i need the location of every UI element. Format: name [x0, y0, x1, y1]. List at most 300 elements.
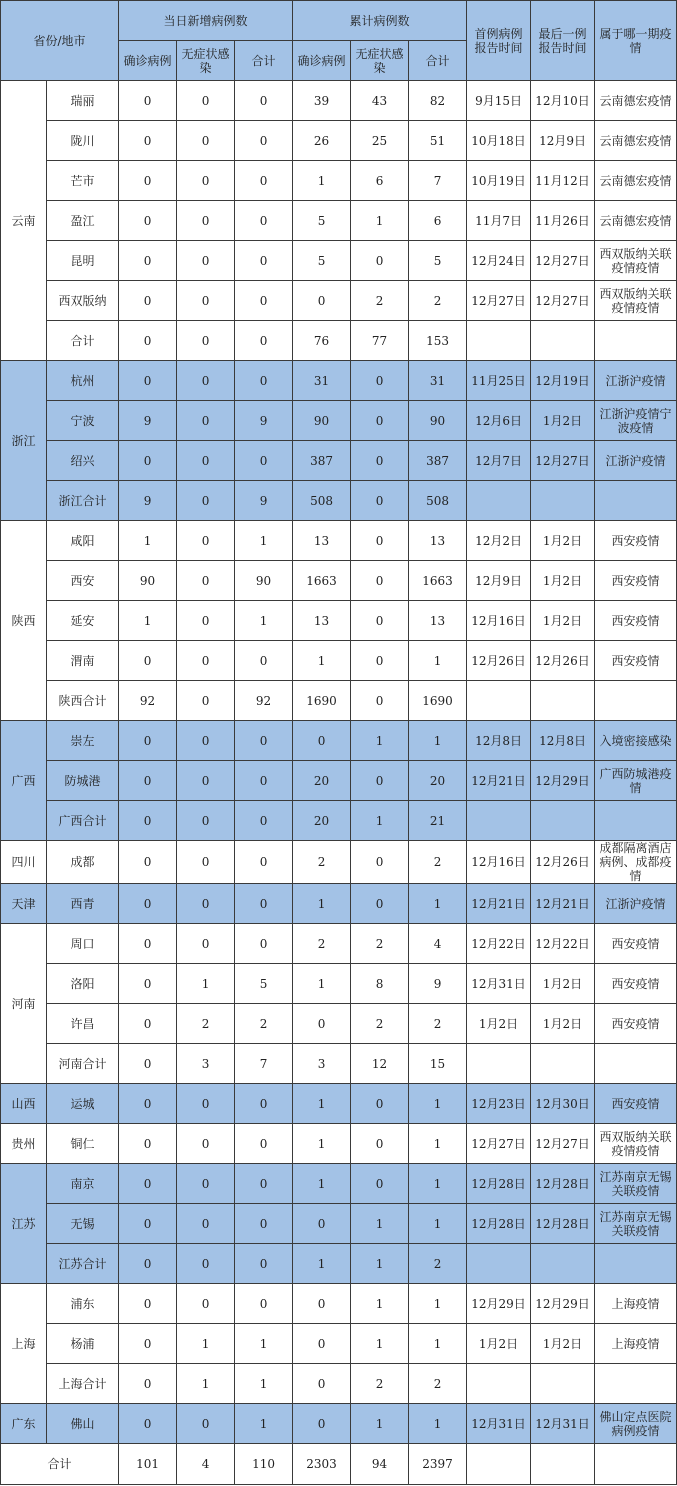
table-row — [1, 1324, 677, 1364]
table-row — [1, 121, 677, 161]
outbreak-header: 属于哪一期疫情 — [595, 1, 677, 81]
table-row — [1, 1124, 677, 1164]
cumulative-asymptomatic-cell: 0 — [351, 441, 409, 481]
table-row — [1, 761, 677, 801]
cumulative-confirmed-cell: 1 — [293, 884, 351, 924]
cumulative-asymptomatic-cell: 25 — [351, 121, 409, 161]
city-cell: 崇左 — [47, 721, 119, 761]
province-cell: 云南 — [1, 81, 47, 361]
daily-asymptomatic-cell: 0 — [177, 801, 235, 841]
first-report-cell: 12月8日 — [467, 721, 531, 761]
cumulative-total-cell: 20 — [409, 761, 467, 801]
outbreak-cell — [595, 801, 677, 841]
daily-asymptomatic-cell: 4 — [177, 1444, 235, 1485]
daily-total-cell: 0 — [235, 121, 293, 161]
city-cell: 西青 — [47, 884, 119, 924]
city-cell: 成都 — [47, 841, 119, 884]
daily-confirmed-cell: 92 — [119, 681, 177, 721]
outbreak-cell: 西安疫情 — [595, 924, 677, 964]
outbreak-cell: 成都隔离酒店病例、成都疫情 — [595, 841, 677, 884]
cumulative-confirmed-cell: 2303 — [293, 1444, 351, 1485]
table-row — [1, 801, 677, 841]
cumulative-total-cell: 21 — [409, 801, 467, 841]
outbreak-cell: 江浙沪疫情 — [595, 441, 677, 481]
cumulative-confirmed-cell: 2 — [293, 841, 351, 884]
province-cell: 贵州 — [1, 1124, 47, 1164]
cumulative-asymptomatic-cell: 1 — [351, 721, 409, 761]
city-cell: 瑞丽 — [47, 81, 119, 121]
outbreak-cell: 西安疫情 — [595, 601, 677, 641]
city-cell: 合计 — [47, 321, 119, 361]
table-row — [1, 161, 677, 201]
daily-confirmed-cell: 9 — [119, 481, 177, 521]
cumulative-confirmed-cell: 20 — [293, 761, 351, 801]
last-report-cell: 12月10日 — [531, 81, 595, 121]
outbreak-cell: 佛山定点医院病例疫情 — [595, 1404, 677, 1444]
daily-confirmed-cell: 0 — [119, 121, 177, 161]
cumulative-total-cell: 51 — [409, 121, 467, 161]
daily-total-cell: 0 — [235, 641, 293, 681]
last-report-cell — [531, 1444, 595, 1485]
daily-asymptomatic-header: 无症状感染 — [177, 41, 235, 81]
city-cell: 渭南 — [47, 641, 119, 681]
outbreak-cell — [595, 1044, 677, 1084]
table-row — [1, 1084, 677, 1124]
last-report-cell: 12月19日 — [531, 361, 595, 401]
daily-new-header: 当日新增病例数 — [119, 1, 293, 41]
daily-confirmed-cell: 0 — [119, 1044, 177, 1084]
cumulative-total-cell: 7 — [409, 161, 467, 201]
cumulative-confirmed-cell: 0 — [293, 1404, 351, 1444]
city-cell: 南京 — [47, 1164, 119, 1204]
daily-confirmed-cell: 0 — [119, 321, 177, 361]
last-report-cell: 12月29日 — [531, 761, 595, 801]
daily-total-cell: 1 — [235, 1324, 293, 1364]
table-row — [1, 321, 677, 361]
cumulative-confirmed-cell: 90 — [293, 401, 351, 441]
daily-confirmed-header: 确诊病例 — [119, 41, 177, 81]
first-report-cell: 12月2日 — [467, 521, 531, 561]
daily-total-cell: 110 — [235, 1444, 293, 1485]
first-report-cell: 9月15日 — [467, 81, 531, 121]
cumulative-confirmed-cell: 1 — [293, 161, 351, 201]
outbreak-cell: 云南德宏疫情 — [595, 81, 677, 121]
first-report-cell: 12月6日 — [467, 401, 531, 441]
last-report-header: 最后一例报告时间 — [531, 1, 595, 81]
last-report-cell — [531, 1244, 595, 1284]
cumulative-total-cell: 1 — [409, 1324, 467, 1364]
daily-total-cell: 90 — [235, 561, 293, 601]
daily-total-cell: 0 — [235, 801, 293, 841]
table-row — [1, 81, 677, 121]
daily-total-cell: 0 — [235, 1084, 293, 1124]
cumulative-total-cell: 15 — [409, 1044, 467, 1084]
cumulative-total-cell: 31 — [409, 361, 467, 401]
city-cell: 许昌 — [47, 1004, 119, 1044]
last-report-cell: 11月26日 — [531, 201, 595, 241]
table-row — [1, 641, 677, 681]
last-report-cell: 12月29日 — [531, 1284, 595, 1324]
outbreak-cell — [595, 321, 677, 361]
daily-asymptomatic-cell: 0 — [177, 121, 235, 161]
daily-asymptomatic-cell: 0 — [177, 681, 235, 721]
table-row — [1, 721, 677, 761]
first-report-cell: 10月18日 — [467, 121, 531, 161]
last-report-cell — [531, 801, 595, 841]
cumulative-confirmed-cell: 1663 — [293, 561, 351, 601]
cumulative-confirmed-cell: 0 — [293, 1324, 351, 1364]
city-cell: 广西合计 — [47, 801, 119, 841]
cumulative-confirmed-cell: 39 — [293, 81, 351, 121]
cumulative-asymptomatic-cell: 0 — [351, 361, 409, 401]
city-cell: 杨浦 — [47, 1324, 119, 1364]
daily-asymptomatic-cell: 0 — [177, 161, 235, 201]
cumulative-asymptomatic-cell: 8 — [351, 964, 409, 1004]
province-cell: 浙江 — [1, 361, 47, 521]
daily-total-cell: 0 — [235, 161, 293, 201]
daily-total-cell: 92 — [235, 681, 293, 721]
city-cell: 盈江 — [47, 201, 119, 241]
daily-confirmed-cell: 101 — [119, 1444, 177, 1485]
daily-confirmed-cell: 0 — [119, 1244, 177, 1284]
cumulative-confirmed-cell: 1 — [293, 641, 351, 681]
cumulative-confirmed-cell: 0 — [293, 1364, 351, 1404]
province-cell: 陕西 — [1, 521, 47, 721]
table-row — [1, 521, 677, 561]
daily-confirmed-cell: 1 — [119, 521, 177, 561]
cumulative-asymptomatic-cell: 2 — [351, 1004, 409, 1044]
table-row — [1, 1284, 677, 1324]
last-report-cell: 12月27日 — [531, 241, 595, 281]
first-report-cell: 12月7日 — [467, 441, 531, 481]
province-cell: 河南 — [1, 924, 47, 1084]
table-row — [1, 964, 677, 1004]
cumulative-total-cell: 1 — [409, 884, 467, 924]
cumulative-asymptomatic-cell: 1 — [351, 201, 409, 241]
first-report-cell: 12月27日 — [467, 281, 531, 321]
city-cell: 西安 — [47, 561, 119, 601]
outbreak-cell: 江苏南京无锡关联疫情 — [595, 1164, 677, 1204]
last-report-cell: 12月26日 — [531, 841, 595, 884]
first-report-cell — [467, 1444, 531, 1485]
cumulative-total-cell: 13 — [409, 521, 467, 561]
city-cell: 铜仁 — [47, 1124, 119, 1164]
daily-asymptomatic-cell: 0 — [177, 561, 235, 601]
grand-total-row — [1, 1444, 677, 1485]
cumulative-total-cell: 2 — [409, 281, 467, 321]
cumulative-asymptomatic-cell: 1 — [351, 1204, 409, 1244]
city-cell: 洛阳 — [47, 964, 119, 1004]
outbreak-cell: 上海疫情 — [595, 1324, 677, 1364]
outbreak-cell — [595, 681, 677, 721]
outbreak-cell: 西安疫情 — [595, 561, 677, 601]
table-row — [1, 1244, 677, 1284]
province-cell: 天津 — [1, 884, 47, 924]
first-report-cell: 12月21日 — [467, 761, 531, 801]
daily-asymptomatic-cell: 1 — [177, 1364, 235, 1404]
city-cell: 运城 — [47, 1084, 119, 1124]
last-report-cell: 1月2日 — [531, 1324, 595, 1364]
cumulative-asymptomatic-cell: 1 — [351, 1404, 409, 1444]
outbreak-cell — [595, 1244, 677, 1284]
table-row — [1, 1044, 677, 1084]
city-cell: 杭州 — [47, 361, 119, 401]
table-row — [1, 1164, 677, 1204]
daily-confirmed-cell: 0 — [119, 1004, 177, 1044]
cumulative-header: 累计病例数 — [293, 1, 467, 41]
daily-asymptomatic-cell: 2 — [177, 1004, 235, 1044]
last-report-cell: 1月2日 — [531, 1004, 595, 1044]
daily-asymptomatic-cell: 0 — [177, 884, 235, 924]
first-report-cell: 12月23日 — [467, 1084, 531, 1124]
last-report-cell — [531, 681, 595, 721]
last-report-cell: 12月27日 — [531, 441, 595, 481]
first-report-cell: 12月29日 — [467, 1284, 531, 1324]
cumulative-asymptomatic-cell: 1 — [351, 801, 409, 841]
table-row — [1, 241, 677, 281]
cumulative-asymptomatic-cell: 43 — [351, 81, 409, 121]
cumulative-confirmed-cell: 0 — [293, 1284, 351, 1324]
outbreak-cell: 西安疫情 — [595, 964, 677, 1004]
outbreak-cell: 广西防城港疫情 — [595, 761, 677, 801]
first-report-cell: 12月26日 — [467, 641, 531, 681]
first-report-header: 首例病例报告时间 — [467, 1, 531, 81]
daily-confirmed-cell: 0 — [119, 884, 177, 924]
grand-total-label: 合计 — [1, 1444, 119, 1485]
cumulative-confirmed-cell: 1690 — [293, 681, 351, 721]
cumulative-confirmed-cell: 76 — [293, 321, 351, 361]
cumulative-confirmed-cell: 31 — [293, 361, 351, 401]
last-report-cell: 12月27日 — [531, 1124, 595, 1164]
daily-total-cell: 1 — [235, 1404, 293, 1444]
daily-confirmed-cell: 0 — [119, 841, 177, 884]
table-body — [1, 81, 677, 1485]
daily-confirmed-cell: 0 — [119, 761, 177, 801]
last-report-cell: 11月12日 — [531, 161, 595, 201]
city-cell: 咸阳 — [47, 521, 119, 561]
province-cell: 江苏 — [1, 1164, 47, 1284]
daily-confirmed-cell: 0 — [119, 1084, 177, 1124]
daily-total-cell: 0 — [235, 721, 293, 761]
daily-confirmed-cell: 0 — [119, 641, 177, 681]
cumulative-total-cell: 6 — [409, 201, 467, 241]
cumulative-asymptomatic-cell: 1 — [351, 1284, 409, 1324]
last-report-cell — [531, 1364, 595, 1404]
daily-asymptomatic-cell: 0 — [177, 201, 235, 241]
cumulative-total-cell: 1 — [409, 1084, 467, 1124]
outbreak-cell: 上海疫情 — [595, 1284, 677, 1324]
cumulative-asymptomatic-cell: 77 — [351, 321, 409, 361]
table-row — [1, 561, 677, 601]
daily-confirmed-cell: 0 — [119, 1364, 177, 1404]
table-row — [1, 681, 677, 721]
daily-asymptomatic-cell: 0 — [177, 361, 235, 401]
daily-asymptomatic-cell: 0 — [177, 281, 235, 321]
cumulative-asymptomatic-cell: 12 — [351, 1044, 409, 1084]
cumulative-total-cell: 1 — [409, 641, 467, 681]
cumulative-confirmed-cell: 1 — [293, 1124, 351, 1164]
first-report-cell: 12月22日 — [467, 924, 531, 964]
daily-confirmed-cell: 0 — [119, 361, 177, 401]
cumulative-total-cell: 1 — [409, 721, 467, 761]
cumulative-confirmed-cell: 5 — [293, 241, 351, 281]
last-report-cell: 12月9日 — [531, 121, 595, 161]
daily-confirmed-cell: 0 — [119, 441, 177, 481]
cumulative-total-header: 合计 — [409, 41, 467, 81]
last-report-cell: 12月31日 — [531, 1404, 595, 1444]
first-report-cell: 1月2日 — [467, 1324, 531, 1364]
cumulative-total-cell: 1690 — [409, 681, 467, 721]
daily-asymptomatic-cell: 3 — [177, 1044, 235, 1084]
cumulative-asymptomatic-cell: 0 — [351, 761, 409, 801]
cumulative-asymptomatic-cell: 0 — [351, 521, 409, 561]
province-city-header: 省份/地市 — [1, 1, 119, 81]
daily-asymptomatic-cell: 0 — [177, 1284, 235, 1324]
first-report-cell: 12月16日 — [467, 601, 531, 641]
cumulative-total-cell: 1 — [409, 1164, 467, 1204]
table-row — [1, 1004, 677, 1044]
daily-asymptomatic-cell: 0 — [177, 441, 235, 481]
cumulative-total-cell: 13 — [409, 601, 467, 641]
last-report-cell: 12月28日 — [531, 1164, 595, 1204]
cumulative-total-cell: 387 — [409, 441, 467, 481]
cumulative-confirmed-cell: 1 — [293, 1164, 351, 1204]
table-row — [1, 361, 677, 401]
daily-confirmed-cell: 0 — [119, 201, 177, 241]
last-report-cell: 12月30日 — [531, 1084, 595, 1124]
daily-asymptomatic-cell: 0 — [177, 1084, 235, 1124]
cumulative-total-cell: 9 — [409, 964, 467, 1004]
first-report-cell — [467, 321, 531, 361]
cumulative-confirmed-header: 确诊病例 — [293, 41, 351, 81]
cumulative-asymptomatic-cell: 2 — [351, 281, 409, 321]
daily-total-cell: 1 — [235, 521, 293, 561]
cumulative-total-cell: 2397 — [409, 1444, 467, 1485]
cumulative-total-cell: 153 — [409, 321, 467, 361]
daily-asymptomatic-cell: 0 — [177, 1404, 235, 1444]
cumulative-asymptomatic-cell: 2 — [351, 1364, 409, 1404]
cumulative-total-cell: 1663 — [409, 561, 467, 601]
last-report-cell — [531, 321, 595, 361]
daily-total-cell: 9 — [235, 481, 293, 521]
daily-total-header: 合计 — [235, 41, 293, 81]
daily-total-cell: 1 — [235, 601, 293, 641]
first-report-cell: 12月24日 — [467, 241, 531, 281]
daily-confirmed-cell: 0 — [119, 161, 177, 201]
daily-asymptomatic-cell: 0 — [177, 521, 235, 561]
table-row — [1, 281, 677, 321]
first-report-cell — [467, 1364, 531, 1404]
cumulative-total-cell: 90 — [409, 401, 467, 441]
cumulative-confirmed-cell: 0 — [293, 1004, 351, 1044]
daily-confirmed-cell: 0 — [119, 281, 177, 321]
cumulative-asymptomatic-cell: 2 — [351, 924, 409, 964]
first-report-cell — [467, 1244, 531, 1284]
outbreak-cell: 江浙沪疫情宁波疫情 — [595, 401, 677, 441]
table-row — [1, 1404, 677, 1444]
first-report-cell — [467, 1044, 531, 1084]
cumulative-asymptomatic-cell: 0 — [351, 841, 409, 884]
cumulative-asymptomatic-cell: 6 — [351, 161, 409, 201]
daily-asymptomatic-cell: 0 — [177, 721, 235, 761]
first-report-cell: 12月21日 — [467, 884, 531, 924]
outbreak-cell: 西双版纳关联疫情疫情 — [595, 1124, 677, 1164]
cumulative-asymptomatic-cell: 0 — [351, 481, 409, 521]
city-cell: 上海合计 — [47, 1364, 119, 1404]
cumulative-asymptomatic-cell: 0 — [351, 401, 409, 441]
outbreak-cell — [595, 1364, 677, 1404]
daily-asymptomatic-cell: 1 — [177, 964, 235, 1004]
outbreak-cell: 入境密接感染 — [595, 721, 677, 761]
cumulative-asymptomatic-cell: 0 — [351, 601, 409, 641]
daily-confirmed-cell: 0 — [119, 964, 177, 1004]
daily-asymptomatic-cell: 0 — [177, 1244, 235, 1284]
outbreak-cell: 西双版纳关联疫情疫情 — [595, 241, 677, 281]
city-cell: 浙江合计 — [47, 481, 119, 521]
last-report-cell — [531, 1044, 595, 1084]
last-report-cell: 12月8日 — [531, 721, 595, 761]
cumulative-confirmed-cell: 0 — [293, 281, 351, 321]
daily-confirmed-cell: 1 — [119, 601, 177, 641]
last-report-cell: 1月2日 — [531, 561, 595, 601]
last-report-cell: 12月21日 — [531, 884, 595, 924]
cumulative-confirmed-cell: 20 — [293, 801, 351, 841]
cumulative-confirmed-cell: 1 — [293, 1244, 351, 1284]
cumulative-confirmed-cell: 13 — [293, 521, 351, 561]
first-report-cell: 12月9日 — [467, 561, 531, 601]
province-cell: 四川 — [1, 841, 47, 884]
daily-total-cell: 0 — [235, 761, 293, 801]
daily-confirmed-cell: 0 — [119, 1404, 177, 1444]
cumulative-total-cell: 2 — [409, 1004, 467, 1044]
province-cell: 上海 — [1, 1284, 47, 1404]
table-row — [1, 601, 677, 641]
daily-asymptomatic-cell: 0 — [177, 841, 235, 884]
city-cell: 陇川 — [47, 121, 119, 161]
table-row — [1, 401, 677, 441]
daily-confirmed-cell: 0 — [119, 801, 177, 841]
last-report-cell: 12月22日 — [531, 924, 595, 964]
daily-total-cell: 2 — [235, 1004, 293, 1044]
first-report-cell: 12月31日 — [467, 1404, 531, 1444]
last-report-cell: 12月28日 — [531, 1204, 595, 1244]
table-row — [1, 884, 677, 924]
daily-total-cell: 0 — [235, 201, 293, 241]
first-report-cell: 10月19日 — [467, 161, 531, 201]
cumulative-total-cell: 1 — [409, 1124, 467, 1164]
daily-confirmed-cell: 9 — [119, 401, 177, 441]
cumulative-total-cell: 2 — [409, 1364, 467, 1404]
cumulative-total-cell: 1 — [409, 1284, 467, 1324]
cumulative-asymptomatic-cell: 0 — [351, 1164, 409, 1204]
cumulative-total-cell: 5 — [409, 241, 467, 281]
cumulative-confirmed-cell: 508 — [293, 481, 351, 521]
table-header — [1, 1, 677, 81]
first-report-cell: 12月16日 — [467, 841, 531, 884]
city-cell: 绍兴 — [47, 441, 119, 481]
cumulative-total-cell: 2 — [409, 841, 467, 884]
city-cell: 无锡 — [47, 1204, 119, 1244]
province-cell: 山西 — [1, 1084, 47, 1124]
daily-total-cell: 0 — [235, 884, 293, 924]
province-cell: 广西 — [1, 721, 47, 841]
daily-asymptomatic-cell: 0 — [177, 601, 235, 641]
first-report-cell — [467, 801, 531, 841]
daily-total-cell: 0 — [235, 1244, 293, 1284]
cumulative-asymptomatic-cell: 1 — [351, 1324, 409, 1364]
cumulative-confirmed-cell: 2 — [293, 924, 351, 964]
city-cell: 佛山 — [47, 1404, 119, 1444]
